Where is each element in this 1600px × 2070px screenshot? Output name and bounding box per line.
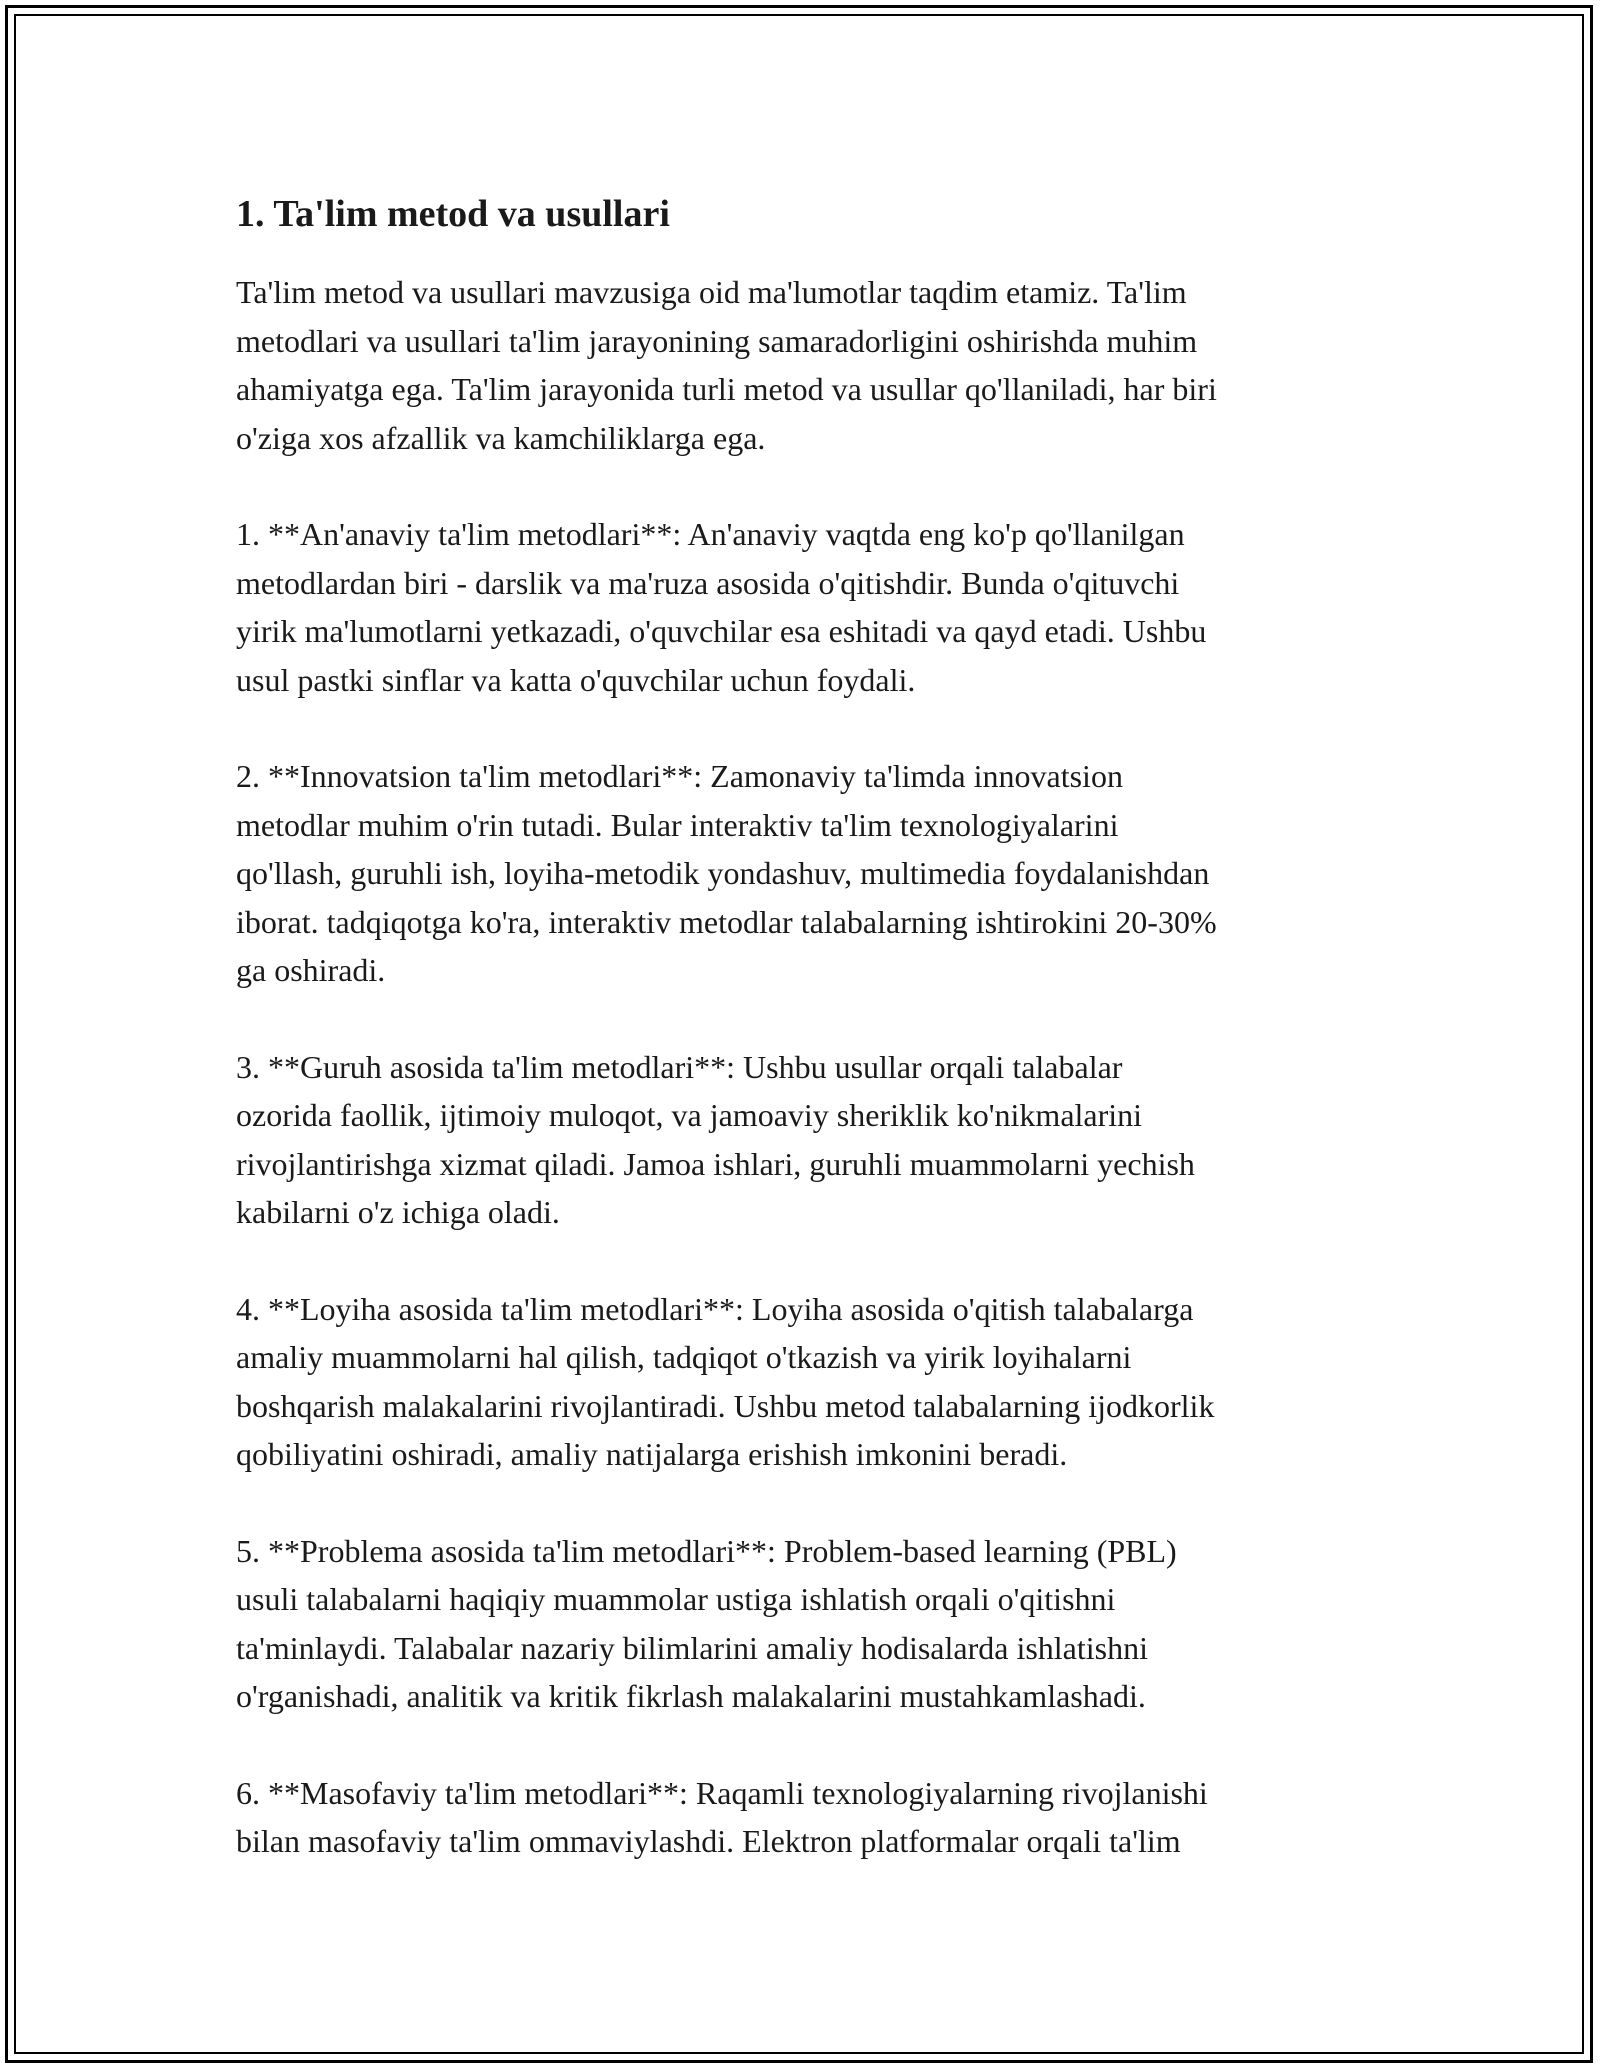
list-item-problem-methods: 5. **Problema asosida ta'lim metodlari**: Problem-based learning (PBL) usuli talabalarni haqiqiy muammolar ustiga ishlatish orqali o'qitishni ta'minlaydi. Talabalar nazariy bilimlarini amaliy hodisalarda ishlatishni o'rganishadi, analitik va kritik fikrlash malakalarini mustahkamlashadi. <box>236 1532 1177 1714</box>
list-item-innovative-methods: 2. **Innovatsion ta'lim metodlari**: Zamonaviy ta'limda innovatsion metodlar muhim o'rin tutadi. Bular interaktiv ta'lim texnologiyalarini qo'llash, guruhli ish, loyiha-metodik yondashuv, multimedia foydalanishdan iborat. tadqiqotga ko'ra, interaktiv metodlar talabalarning ishtirokini 20-30% ga oshiradi. <box>236 758 1217 988</box>
section-title: 1. Ta'lim metod va usullari <box>236 193 670 235</box>
list-item-group-methods: 3. **Guruh asosida ta'lim metodlari**: Ushbu usullar orqali talabalar ozorida faollik, ijtimoiy muloqot, va jamoaviy sheriklik ko'nikmalarini rivojlantirishga xizmat qiladi. Jamoa ishlari, guruhli muammolarni yechish kabilarni o'z ichiga oladi. <box>236 1048 1195 1230</box>
list-item-traditional-methods: 1. **An'anaviy ta'lim metodlari**: An'anaviy vaqtda eng ko'p qo'llanilgan metodlardan biri - darslik va ma'ruza asosida o'qitishdir. Bunda o'qituvchi yirik ma'lumotlarni yetkazadi, o'quvchilar esa eshitadi va qayd etadi. Ushbu usul pastki sinflar va katta o'quvchilar uchun foydali. <box>236 516 1207 698</box>
document-body <box>236 184 1366 1914</box>
list-item-project-methods: 4. **Loyiha asosida ta'lim metodlari**: Loyiha asosida o'qitish talabalarga amaliy muammolarni hal qilish, tadqiqot o'tkazish va yirik loyihalarni boshqarish malakalarini rivojlantiradi. Ushbu metod talabalarning ijodkorlik qobiliyatini oshiradi, amaliy natijalarga erishish imkonini beradi. <box>236 1290 1215 1472</box>
intro-paragraph: Ta'lim metod va usullari mavzusiga oid ma'lumotlar taqdim etamiz. Ta'lim metodlari va usullari ta'lim jarayonining samaradorligini oshirishda muhim ahamiyatga ega. Ta'lim jarayonida turli metod va usullar qo'llaniladi, har biri o'ziga xos afzallik va kamchiliklarga ega. <box>236 274 1217 456</box>
list-item-distance-methods: 6. **Masofaviy ta'lim metodlari**: Raqamli texnologiyalarning rivojlanishi bilan masofaviy ta'lim ommaviylashdi. Elektron platformalar orqali ta'lim <box>236 1774 1208 1859</box>
